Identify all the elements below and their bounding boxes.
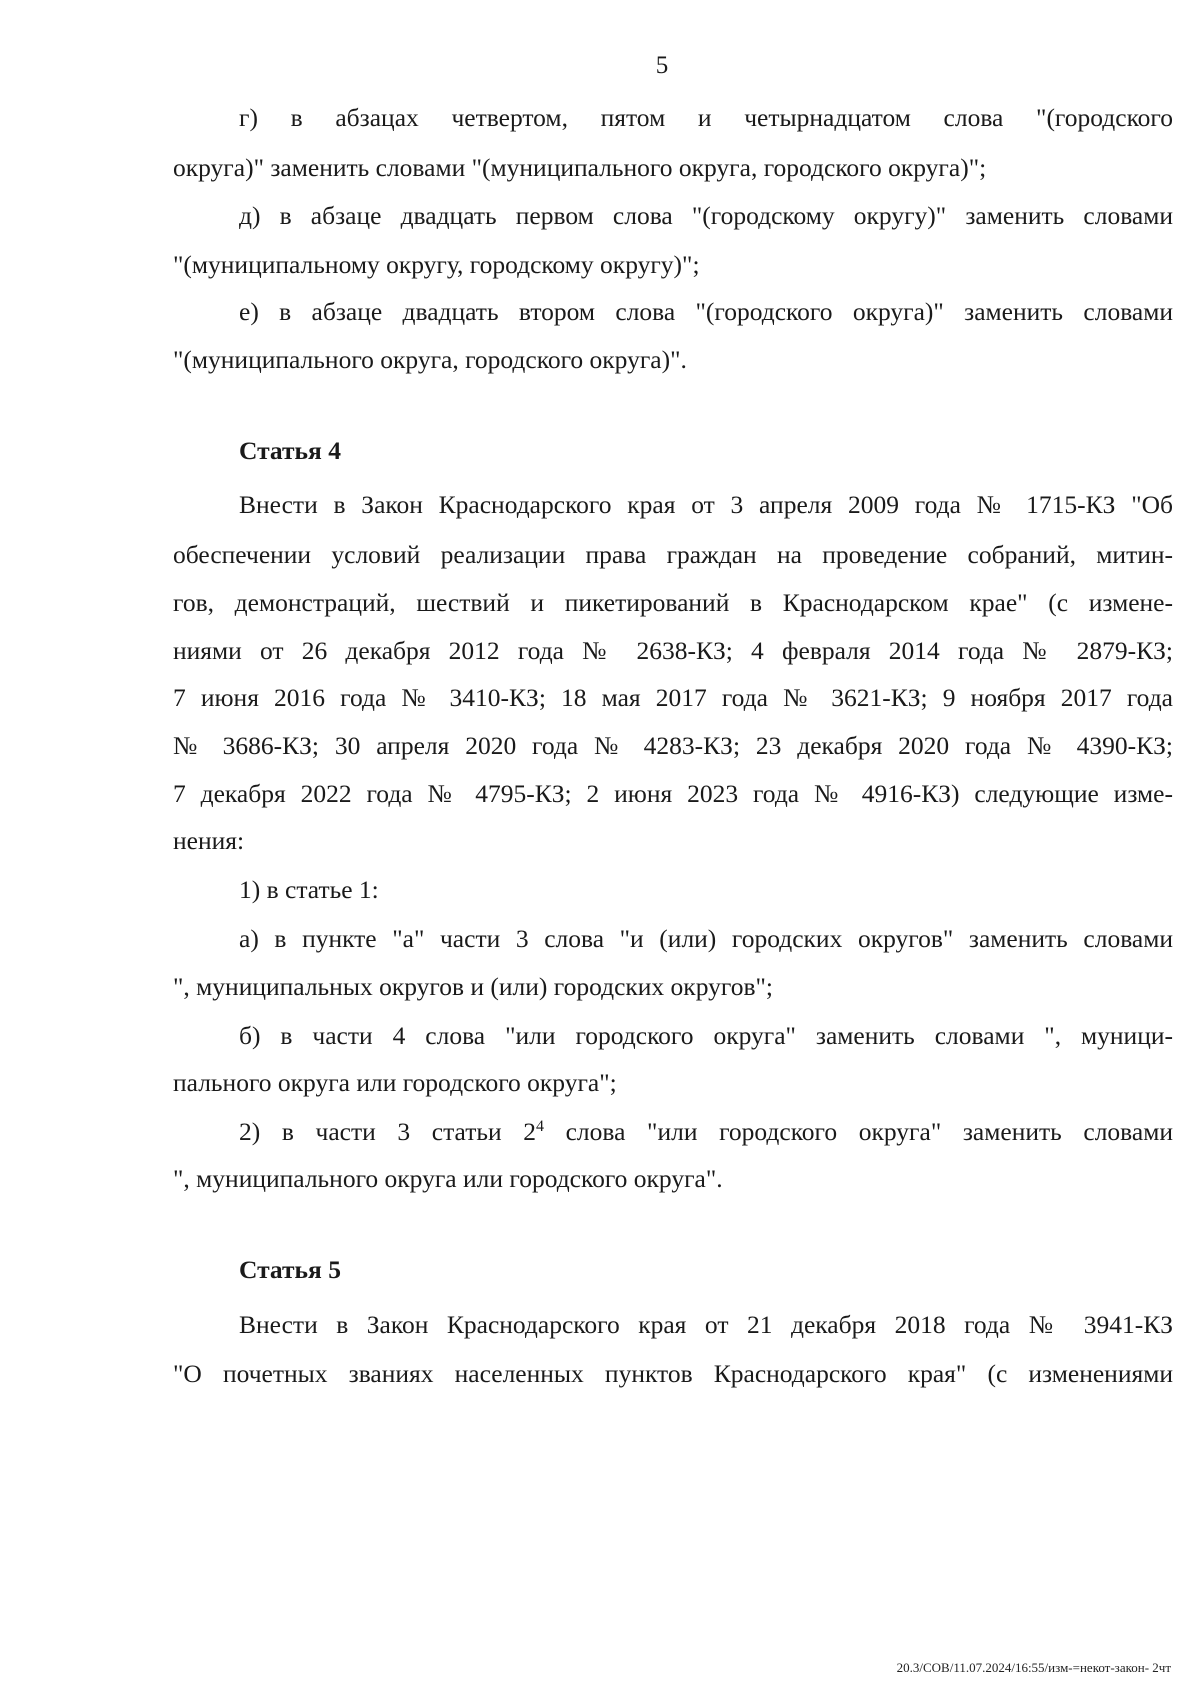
text-line: Внести в Закон Краснодарского края от 21 декабря 2018 года № 3941-КЗ xyxy=(239,1310,1173,1339)
text-line: гов, демонстраций, шествий и пикетирований в Краснодарском крае" (с измене- xyxy=(173,588,1173,617)
article-heading: Статья 5 xyxy=(239,1255,341,1284)
text-line: д) в абзаце двадцать первом слова "(городскому округу)" заменить словами xyxy=(239,201,1173,230)
text-line: "(муниципального округа, городского округа)". xyxy=(173,345,687,374)
text-line: "О почетных званиях населенных пунктов Краснодарского края" (с изменениями xyxy=(173,1359,1173,1388)
document-footer-code: 20.3/СОВ/11.07.2024/16:55/изм-=некот-закон- 2чт xyxy=(896,1660,1171,1675)
text-line: г) в абзацах четвертом, пятом и четырнадцатом слова "(городского xyxy=(239,103,1173,132)
text-line: № 3686-КЗ; 30 апреля 2020 года № 4283-КЗ; 23 декабря 2020 года № 4390-КЗ; xyxy=(173,731,1173,760)
text-line: нения: xyxy=(173,826,245,855)
text-line: 7 декабря 2022 года № 4795-КЗ; 2 июня 2023 года № 4916-КЗ) следующие изме- xyxy=(173,779,1173,808)
text-line: б) в части 4 слова "или городского округа" заменить словами ", муници- xyxy=(239,1021,1173,1050)
text-line: ", муниципального округа или городского округа". xyxy=(173,1164,723,1193)
text-line: "(муниципальному округу, городскому округу)"; xyxy=(173,250,700,279)
text-line: е) в абзаце двадцать втором слова "(городского округа)" заменить словами xyxy=(239,297,1173,326)
text-line: округа)" заменить словами "(муниципального округа, городского округа)"; xyxy=(173,153,987,182)
superscript: 4 xyxy=(535,1118,544,1135)
text-line: Внести в Закон Краснодарского края от 3 апреля 2009 года № 1715-КЗ "Об xyxy=(239,490,1173,519)
text-line: ", муниципальных округов и (или) городских округов"; xyxy=(173,972,773,1001)
text-line: обеспечении условий реализации права граждан на проведение собраний, митин- xyxy=(173,540,1173,569)
text-line: 1) в статье 1: xyxy=(239,875,379,904)
page-number: 5 xyxy=(655,52,669,79)
text-line: ниями от 26 декабря 2012 года № 2638-КЗ; 4 февраля 2014 года № 2879-КЗ; xyxy=(173,636,1173,665)
text-segment: слова "или городского округа" заменить словами xyxy=(543,1117,1173,1146)
article-heading: Статья 4 xyxy=(239,436,341,465)
text-line: 7 июня 2016 года № 3410-КЗ; 18 мая 2017 года № 3621-КЗ; 9 ноября 2017 года xyxy=(173,683,1173,712)
text-line xyxy=(239,1117,1173,1147)
text-line: а) в пункте "а" части 3 слова "и (или) городских округов" заменить словами xyxy=(239,924,1173,953)
text-line: пального округа или городского округа"; xyxy=(173,1068,617,1097)
text-segment: 2) в части 3 статьи 2 xyxy=(239,1117,536,1146)
